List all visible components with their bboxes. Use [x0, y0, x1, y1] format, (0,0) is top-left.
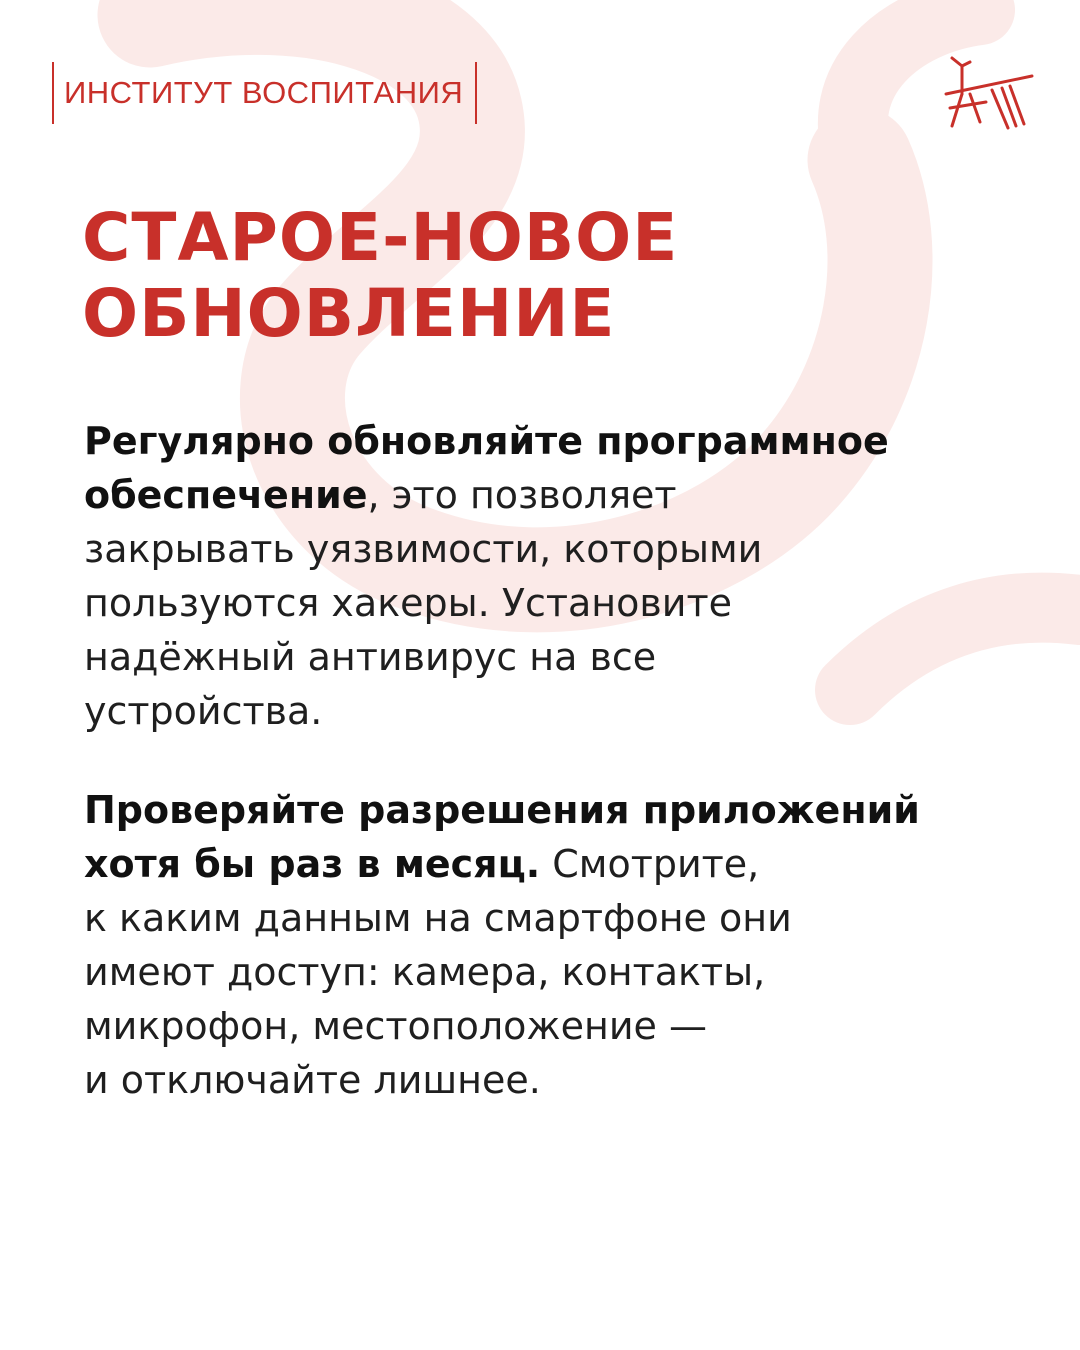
- p1-line-3: закрывать уязвимости, которыми: [84, 527, 763, 571]
- p2-line-6: и отключайте лишнее.: [84, 1058, 541, 1102]
- p1-line-4: пользуются хакеры. Установите: [84, 581, 732, 625]
- paragraph-app-permissions: [84, 783, 1014, 1107]
- p1-bold-line-1: Регулярно обновляйте программное: [84, 419, 889, 463]
- brand-name: ИНСТИТУТ ВОСПИТАНИЯ: [64, 75, 464, 110]
- p2-bold-line-2: хотя бы раз в месяц.: [84, 842, 541, 886]
- p1-line-2-rest: , это позволяет: [367, 473, 677, 517]
- p1-line-6: устройства.: [84, 689, 323, 733]
- p2-bold-line-1: Проверяйте разрешения приложений: [84, 788, 920, 832]
- p2-line-2-rest: Смотрите,: [540, 842, 760, 886]
- horse-line-logo-icon: [940, 50, 1035, 132]
- title-line-2: ОБНОВЛЕНИЕ: [82, 275, 616, 352]
- p2-line-3: к каким данным на смартфоне они: [84, 896, 792, 940]
- p1-line-5: надёжный антивирус на все: [84, 635, 657, 679]
- brand-label: [52, 62, 477, 124]
- page-title: [82, 200, 1042, 352]
- p2-line-4: имеют доступ: камера, контакты,: [84, 950, 766, 994]
- p1-bold-line-2: обеспечение: [84, 473, 368, 517]
- p2-line-5: микрофон, местоположение —: [84, 1004, 707, 1048]
- paragraph-software-updates: [84, 414, 1014, 738]
- title-line-1: СТАРОЕ-НОВОЕ: [82, 199, 679, 276]
